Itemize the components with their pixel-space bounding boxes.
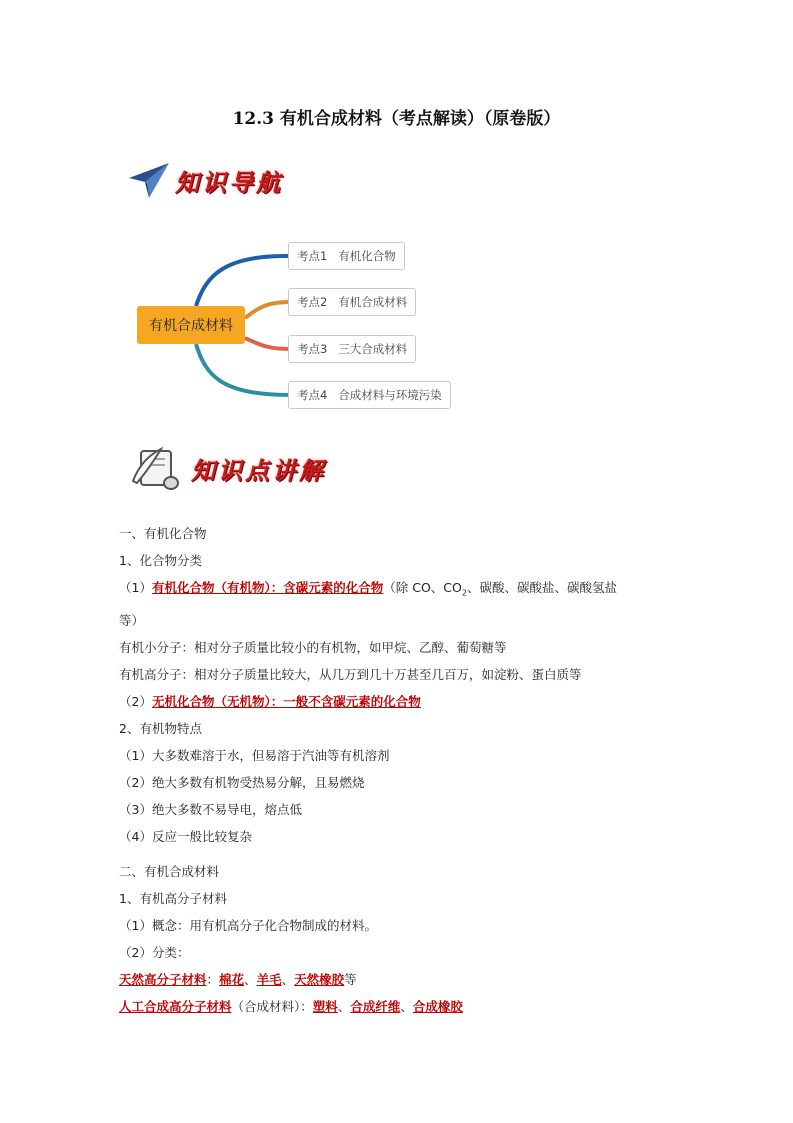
mindmap-branch-2 xyxy=(245,302,290,318)
example-synthetic-rubber: 合成橡胶 xyxy=(412,998,463,1014)
colon: ： xyxy=(206,971,220,987)
page-title: 12.3 有机合成材料（考点解读）（原卷版） xyxy=(232,109,561,129)
synthetic-polymer-line xyxy=(119,993,679,1020)
suffix: 等 xyxy=(344,971,357,987)
separator: 、 xyxy=(337,998,351,1014)
subheading: 1、化合物分类 xyxy=(119,553,202,568)
feature-item: （4）反应一般比较复杂 xyxy=(119,828,252,844)
colon: ： xyxy=(270,580,284,595)
small-molecule-text: 有机小分子：相对分子质量比较小的有机物，如甲烷、乙醇、葡萄糖等 xyxy=(119,639,507,655)
paren-note: （合成材料）： xyxy=(231,998,313,1014)
mindmap-branch-4 xyxy=(196,344,290,395)
separator: 、 xyxy=(244,971,257,987)
def-inorganic-compound: 一般不含碳元素的化合物 xyxy=(283,693,421,709)
large-molecule-text: 有机高分子：相对分子质量比较大，从几万到几十万甚至几百万，如淀粉、蛋白质等 xyxy=(119,666,582,682)
example-wool: 羊毛 xyxy=(256,971,282,987)
content-body xyxy=(119,520,679,1020)
subheading: 2、有机物特点 xyxy=(119,720,202,736)
note-exceptions: （除 CO、CO xyxy=(383,580,462,595)
term-inorganic-compound: 无机化合物（无机物） xyxy=(151,693,271,709)
definition-organic xyxy=(119,574,679,607)
definition-inorganic xyxy=(119,688,679,715)
example-natural-rubber: 天然橡胶 xyxy=(294,971,345,987)
term-natural-polymer: 天然高分子材料 xyxy=(119,971,207,987)
item-prefix: （2） xyxy=(119,693,152,709)
knowledge-points-banner xyxy=(127,443,326,493)
item-prefix: （1） xyxy=(119,580,152,595)
feature-item: （2）绝大多数有机物受热易分解，且易燃烧 xyxy=(119,774,365,790)
feature-item: （1）大多数难溶于水，但易溶于汽油等有机溶剂 xyxy=(119,747,390,763)
classification-text: （2）分类： xyxy=(119,944,190,960)
knowledge-nav-title: 知识导航 xyxy=(175,167,283,197)
example-cotton: 棉花 xyxy=(219,971,245,987)
mindmap-node-2: 考点2 有机合成材料 xyxy=(288,288,416,316)
note-exceptions-rest: 、碳酸、碳酸盐、碳酸氢盐 xyxy=(466,580,617,595)
feature-item: （3）绝大多数不易导电，熔点低 xyxy=(119,801,302,817)
example-synthetic-fiber: 合成纤维 xyxy=(350,998,401,1014)
note-exceptions-end: 等） xyxy=(119,612,145,628)
def-organic-compound: 含碳元素的化合物 xyxy=(283,580,384,595)
quill-scroll-icon xyxy=(127,443,181,493)
mindmap-node-4: 考点4 合成材料与环境污染 xyxy=(288,381,451,409)
separator: 、 xyxy=(400,998,413,1014)
mindmap-root: 有机合成材料 xyxy=(137,306,245,344)
example-plastic: 塑料 xyxy=(312,998,338,1014)
mindmap-branch-3 xyxy=(245,338,290,349)
colon: ： xyxy=(270,693,284,709)
natural-polymer-line xyxy=(119,966,679,993)
knowledge-points-title: 知识点讲解 xyxy=(191,455,326,485)
term-organic-compound: 有机化合物（有机物） xyxy=(151,580,271,595)
mindmap-node-1: 考点1 有机化合物 xyxy=(288,242,405,270)
concept-text: （1）概念：用有机高分子化合物制成的材料。 xyxy=(119,917,377,933)
subheading: 1、有机高分子材料 xyxy=(119,890,227,906)
separator: 、 xyxy=(281,971,295,987)
mindmap-branch-1 xyxy=(196,256,290,306)
term-synthetic-polymer: 人工合成高分子材料 xyxy=(119,998,232,1014)
mindmap-node-3: 考点3 三大合成材料 xyxy=(288,335,416,363)
subscript: 2 xyxy=(461,588,467,598)
section-heading: 一、有机化合物 xyxy=(119,526,207,541)
section-heading: 二、有机合成材料 xyxy=(119,863,220,879)
